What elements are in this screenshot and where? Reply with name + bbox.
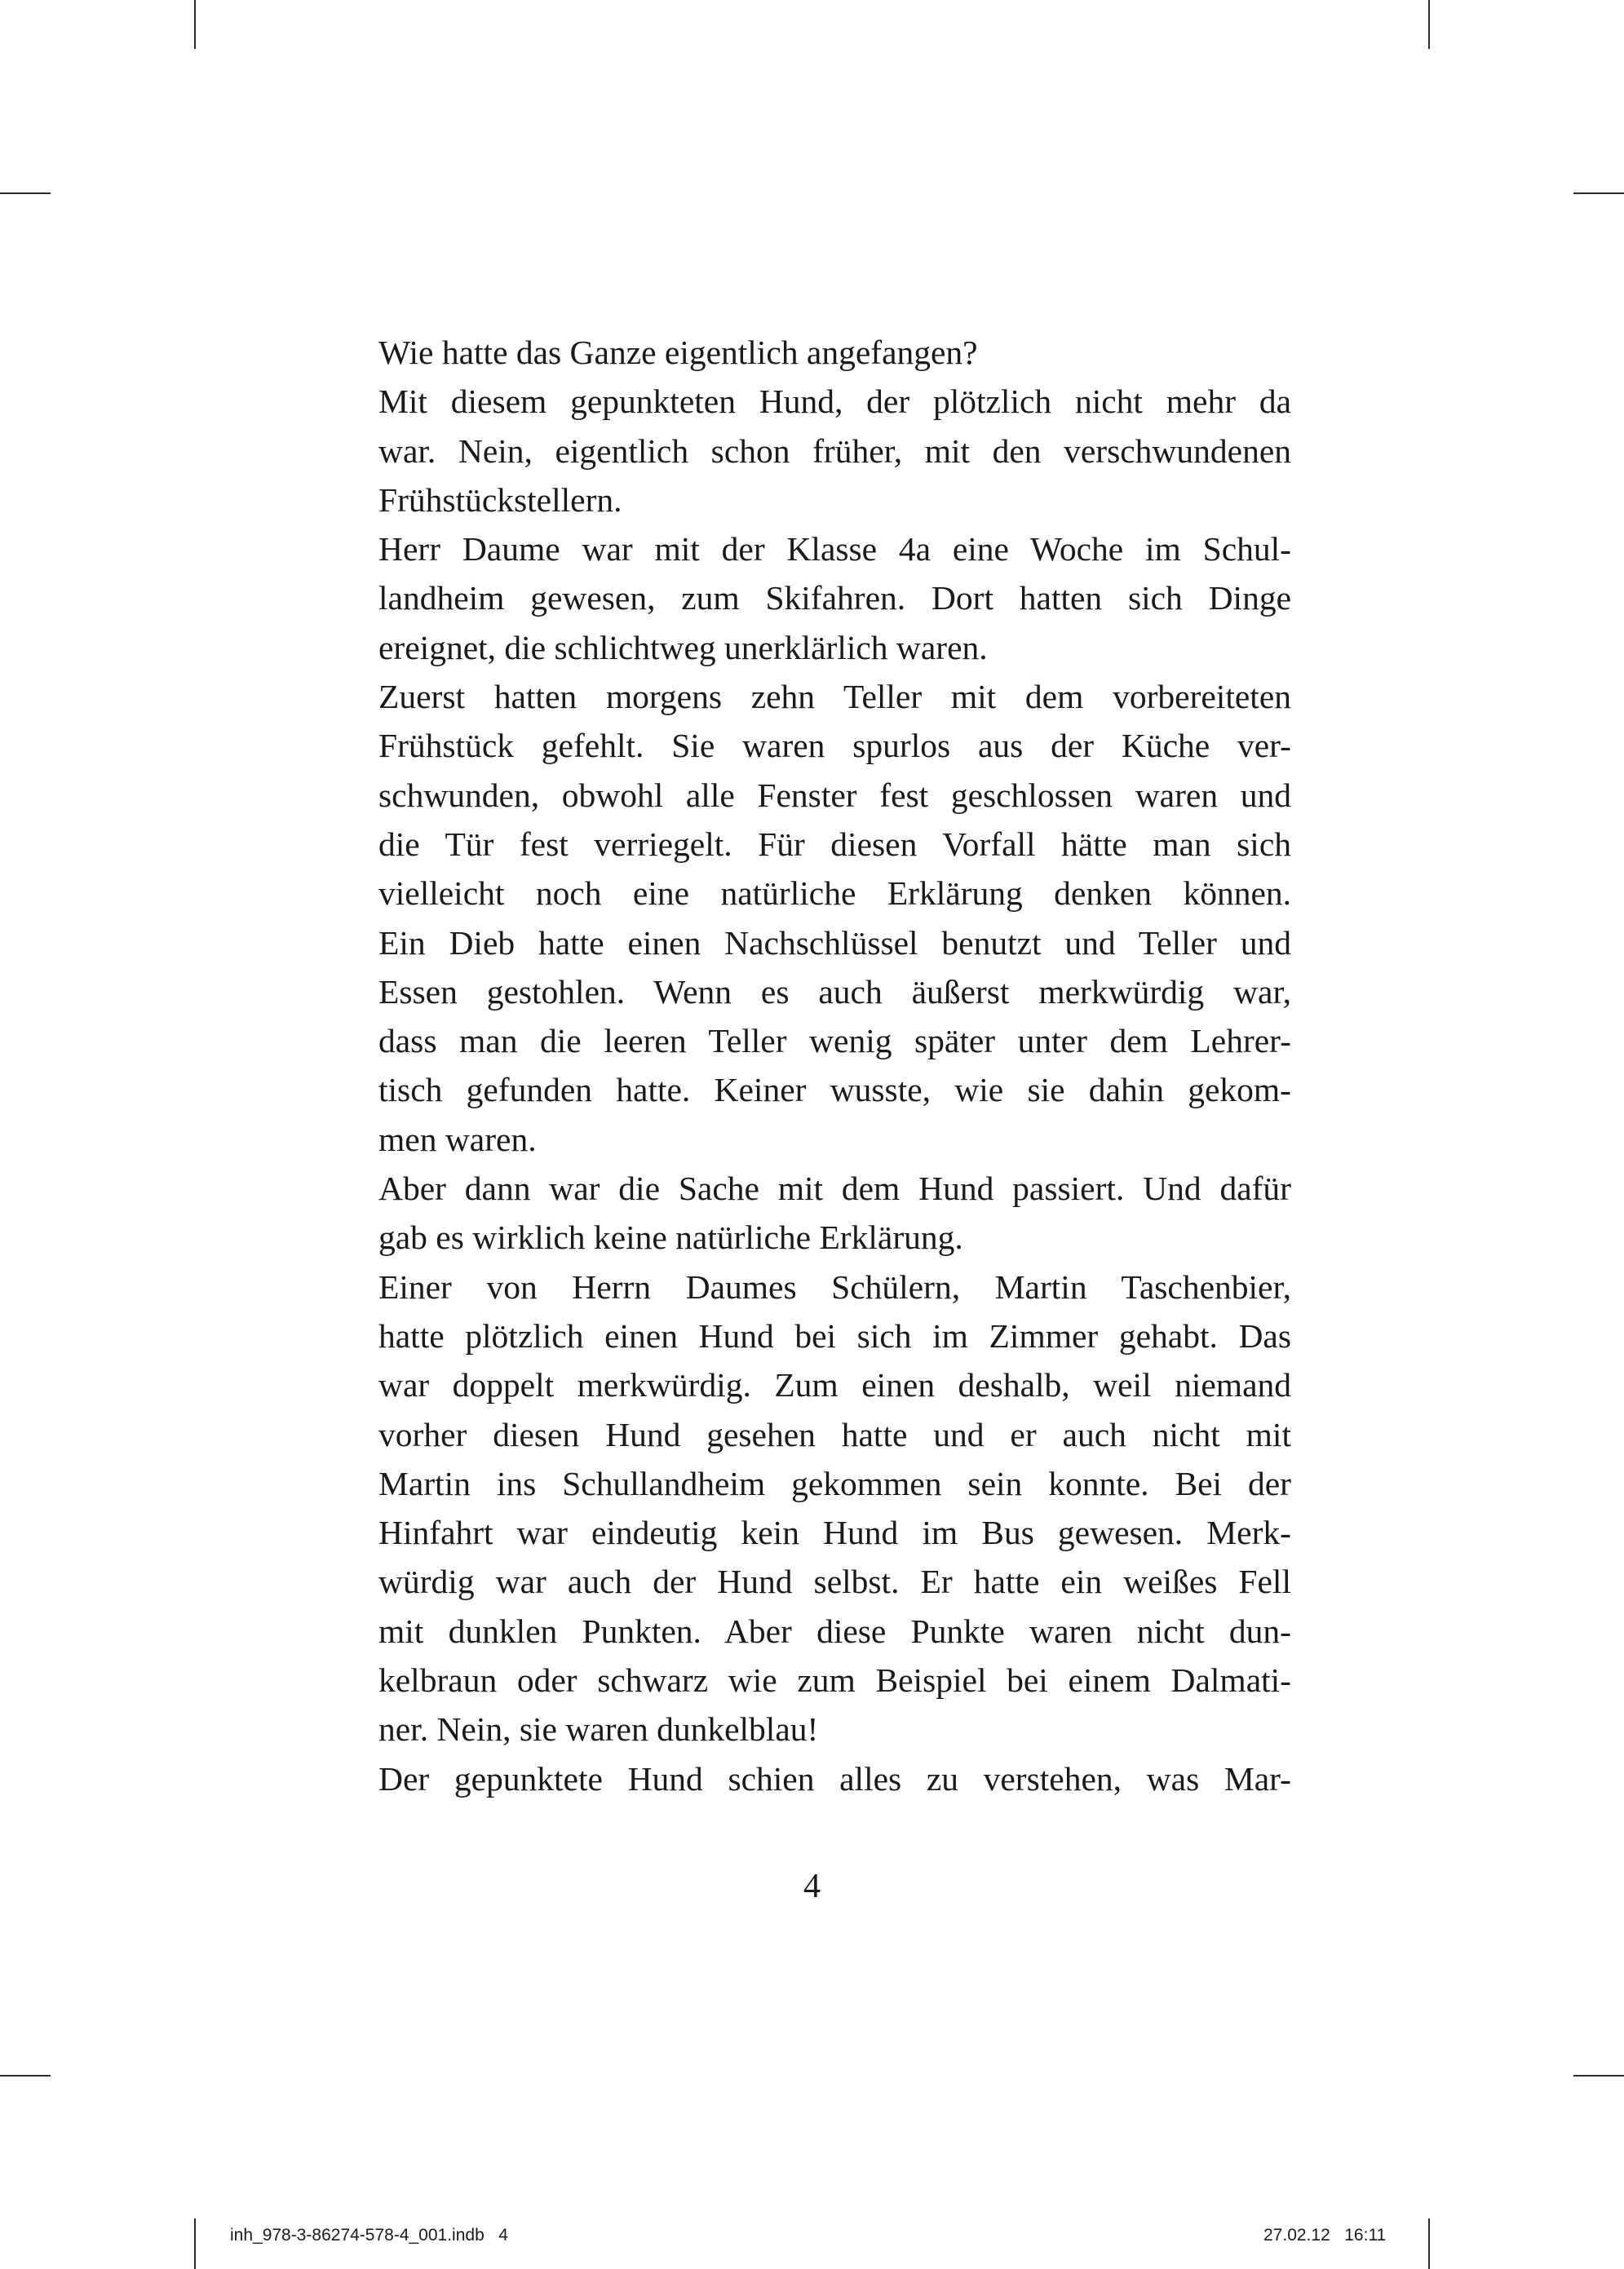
text-line: war doppelt merkwürdig. Zum einen deshalb, weil niemand (378, 1366, 1291, 1404)
slug-file-name: inh_978-3-86274-578-4_001.indb 4 (230, 2226, 508, 2245)
text-line: vielleicht noch eine natürliche Erklärung denken können. (378, 874, 1291, 913)
crop-mark-right-top (1573, 192, 1624, 194)
text-line: Zuerst hatten morgens zehn Teller mit dem vorbereiteten (378, 678, 1291, 716)
text-line: landheim gewesen, zum Skifahren. Dort hatten sich Dinge (378, 579, 1291, 617)
text-line: mit dunklen Punkten. Aber diese Punkte waren nicht dun- (378, 1612, 1291, 1650)
text-line: men waren. (378, 1120, 537, 1158)
text-line: war. Nein, eigentlich schon früher, mit den verschwundenen (378, 431, 1291, 470)
text-line: Frühstückstellern. (378, 480, 622, 519)
text-line: gab es wirklich keine natürliche Erklärung. (378, 1219, 963, 1257)
crop-mark-right-bottom (1573, 2075, 1624, 2077)
crop-mark-bottom-right (1428, 2218, 1430, 2269)
crop-mark-left-bottom (0, 2075, 51, 2077)
text-line: ereignet, die schlichtweg unerklärlich waren. (378, 628, 988, 666)
text-line: Essen gestohlen. Wenn es auch äußerst merkwürdig war, (378, 972, 1291, 1011)
crop-mark-top-left (194, 0, 196, 49)
body-text (378, 328, 1291, 1803)
text-line: schwunden, obwohl alle Fenster fest geschlossen waren und (378, 776, 1291, 814)
text-line: Aber dann war die Sache mit dem Hund passiert. Und dafür (378, 1170, 1291, 1208)
text-line: dass man die leeren Teller wenig später unter dem Lehrer- (378, 1022, 1291, 1060)
crop-mark-left-top (0, 192, 51, 194)
text-line: Der gepunktete Hund schien alles zu verstehen, was Mar- (378, 1759, 1291, 1798)
text-line: Einer von Herrn Daumes Schülern, Martin Taschenbier, (378, 1267, 1291, 1306)
text-line: Frühstück gefehlt. Sie waren spurlos aus der Küche ver- (378, 727, 1291, 765)
page-number: 4 (803, 1868, 821, 1905)
text-line: ner. Nein, sie waren dunkelblau! (378, 1710, 819, 1749)
text-line: vorher diesen Hund gesehen hatte und er auch nicht mit (378, 1415, 1291, 1453)
crop-mark-top-right (1428, 0, 1430, 49)
text-line: die Tür fest verriegelt. Für diesen Vorfall hätte man sich (378, 825, 1291, 863)
text-line: Mit diesem gepunkteten Hund, der plötzlich nicht mehr da (378, 383, 1291, 421)
text-line: tisch gefunden hatte. Keiner wusste, wie sie dahin gekom- (378, 1071, 1291, 1109)
slug-date-time: 27.02.12 16:11 (1263, 2226, 1387, 2245)
text-line: Martin ins Schullandheim gekommen sein konnte. Bei der (378, 1464, 1291, 1502)
text-line: würdig war auch der Hund selbst. Er hatte ein weißes Fell (378, 1563, 1291, 1601)
text-line: kelbraun oder schwarz wie zum Beispiel bei einem Dalmati- (378, 1661, 1291, 1700)
text-line: Ein Dieb hatte einen Nachschlüssel benutzt und Teller und (378, 923, 1291, 962)
text-line: hatte plötzlich einen Hund bei sich im Zimmer gehabt. Das (378, 1316, 1291, 1355)
text-line: Herr Daume war mit der Klasse 4a eine Woche im Schul- (378, 530, 1291, 568)
crop-mark-bottom-left (194, 2218, 196, 2269)
text-line: Wie hatte das Ganze eigentlich angefangen? (378, 334, 978, 371)
text-line: Hinfahrt war eindeutig kein Hund im Bus gewesen. Merk- (378, 1514, 1291, 1552)
